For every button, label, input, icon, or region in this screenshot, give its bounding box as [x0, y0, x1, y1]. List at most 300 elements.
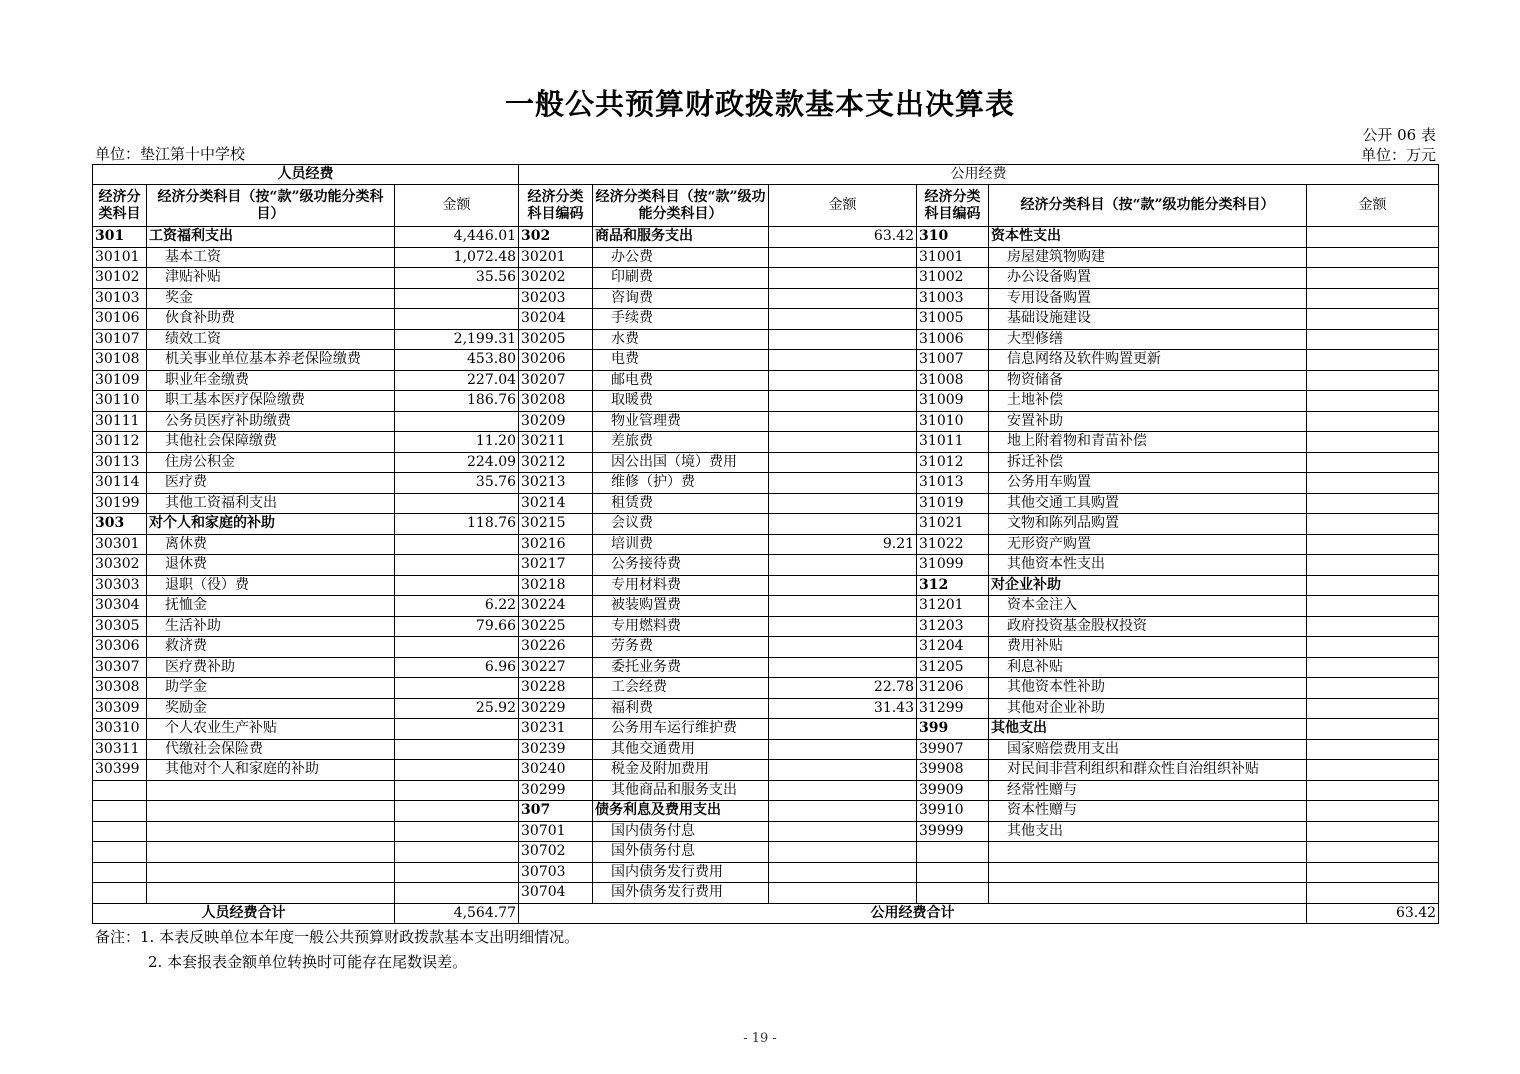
name-cell-c: 费用补贴	[989, 637, 1307, 658]
name-cell-a: 基本工资	[147, 247, 395, 268]
table-row	[93, 534, 1439, 555]
amount-cell-b	[769, 309, 917, 330]
name-cell-c: 其他支出	[989, 719, 1307, 740]
code-cell-c: 31021	[917, 514, 989, 535]
amount-cell-b	[769, 514, 917, 535]
name-cell-a: 津贴补贴	[147, 268, 395, 289]
code-cell-b: 30216	[519, 534, 593, 555]
amount-cell-a: 35.76	[395, 473, 519, 494]
code-cell-c: 310	[917, 227, 989, 248]
table-row	[93, 247, 1439, 268]
amount-cell-c	[1307, 534, 1439, 555]
amount-cell-b	[769, 657, 917, 678]
code-cell-a: 30309	[93, 698, 147, 719]
code-cell-c: 31205	[917, 657, 989, 678]
code-cell-c: 31003	[917, 288, 989, 309]
name-cell-c: 无形资产购置	[989, 534, 1307, 555]
name-cell-c: 对企业补助	[989, 575, 1307, 596]
name-cell-b: 培训费	[593, 534, 769, 555]
code-cell-a: 30102	[93, 268, 147, 289]
table-row	[93, 452, 1439, 473]
amount-cell-a	[395, 678, 519, 699]
amount-cell-b	[769, 350, 917, 371]
unit-name: 单位：垫江第十中学校	[95, 145, 246, 163]
personnel-total-label: 人员经费合计	[93, 903, 395, 924]
code-cell-b: 30702	[519, 842, 593, 863]
name-cell-a: 生活补助	[147, 616, 395, 637]
code-cell-b: 30209	[519, 411, 593, 432]
amount-cell-b: 63.42	[769, 227, 917, 248]
code-cell-b: 30203	[519, 288, 593, 309]
currency-unit: 单位：万元	[1360, 146, 1436, 164]
amount-cell-c	[1307, 329, 1439, 350]
amount-cell-b	[769, 739, 917, 760]
code-cell-c: 39999	[917, 821, 989, 842]
code-cell-a: 30310	[93, 719, 147, 740]
code-cell-c: 399	[917, 719, 989, 740]
code-cell-b: 30218	[519, 575, 593, 596]
amount-cell-a: 1,072.48	[395, 247, 519, 268]
code-cell-a: 30303	[93, 575, 147, 596]
amount-cell-a: 35.56	[395, 268, 519, 289]
name-cell-a: 其他社会保障缴费	[147, 432, 395, 453]
amount-cell-b	[769, 616, 917, 637]
amount-cell-a	[395, 862, 519, 883]
name-cell-b: 公务用车运行维护费	[593, 719, 769, 740]
name-cell-b: 其他商品和服务支出	[593, 780, 769, 801]
code-cell-a: 30110	[93, 391, 147, 412]
name-cell-b: 因公出国（境）费用	[593, 452, 769, 473]
amount-cell-b	[769, 473, 917, 494]
amount-cell-a	[395, 739, 519, 760]
code-cell-c	[917, 862, 989, 883]
amount-cell-a: 118.76	[395, 514, 519, 535]
table-row	[93, 288, 1439, 309]
name-cell-a: 工资福利支出	[147, 227, 395, 248]
name-cell-c	[989, 883, 1307, 904]
table-row	[93, 842, 1439, 863]
name-cell-c: 公务用车购置	[989, 473, 1307, 494]
section-public: 公用经费	[519, 165, 1439, 185]
code-cell-c: 31206	[917, 678, 989, 699]
code-cell-b: 30701	[519, 821, 593, 842]
code-cell-a: 30106	[93, 309, 147, 330]
name-cell-a: 其他对个人和家庭的补助	[147, 760, 395, 781]
name-cell-b: 工会经费	[593, 678, 769, 699]
name-cell-a: 退休费	[147, 555, 395, 576]
amount-cell-a	[395, 534, 519, 555]
code-cell-b: 30229	[519, 698, 593, 719]
name-cell-b: 国内债务发行费用	[593, 862, 769, 883]
amount-cell-b	[769, 329, 917, 350]
amount-cell-c	[1307, 821, 1439, 842]
section-personnel: 人员经费	[93, 165, 519, 185]
code-cell-b: 30208	[519, 391, 593, 412]
code-cell-b: 302	[519, 227, 593, 248]
amount-cell-a	[395, 411, 519, 432]
amount-cell-b	[769, 719, 917, 740]
name-cell-c: 办公设备购置	[989, 268, 1307, 289]
amount-cell-b	[769, 411, 917, 432]
name-cell-a: 退职（役）费	[147, 575, 395, 596]
name-cell-c: 信息网络及软件购置更新	[989, 350, 1307, 371]
amount-cell-c	[1307, 760, 1439, 781]
code-cell-b: 30703	[519, 862, 593, 883]
name-cell-b: 福利费	[593, 698, 769, 719]
name-cell-a: 其他工资福利支出	[147, 493, 395, 514]
code-cell-c: 312	[917, 575, 989, 596]
code-cell-b: 30226	[519, 637, 593, 658]
amount-cell-a: 224.09	[395, 452, 519, 473]
amount-cell-b	[769, 288, 917, 309]
amount-cell-c	[1307, 637, 1439, 658]
amount-cell-a	[395, 760, 519, 781]
name-cell-a: 医疗费补助	[147, 657, 395, 678]
code-cell-a	[93, 801, 147, 822]
header-code-b: 经济分类科目编码	[519, 185, 593, 227]
expenditure-table	[92, 164, 1439, 924]
code-cell-b: 30202	[519, 268, 593, 289]
amount-cell-a: 227.04	[395, 370, 519, 391]
name-cell-c: 其他对企业补助	[989, 698, 1307, 719]
name-cell-b: 公务接待费	[593, 555, 769, 576]
code-cell-c	[917, 842, 989, 863]
amount-cell-c	[1307, 493, 1439, 514]
name-cell-c: 经常性赠与	[989, 780, 1307, 801]
code-cell-c: 31006	[917, 329, 989, 350]
code-cell-c: 31001	[917, 247, 989, 268]
name-cell-c: 大型修缮	[989, 329, 1307, 350]
amount-cell-c	[1307, 288, 1439, 309]
totals-row	[93, 903, 1439, 924]
amount-cell-c	[1307, 596, 1439, 617]
amount-cell-c	[1307, 575, 1439, 596]
name-cell-a: 住房公积金	[147, 452, 395, 473]
amount-cell-a: 2,199.31	[395, 329, 519, 350]
name-cell-c: 其他支出	[989, 821, 1307, 842]
name-cell-b: 国外债务付息	[593, 842, 769, 863]
amount-cell-c	[1307, 411, 1439, 432]
name-cell-a: 助学金	[147, 678, 395, 699]
name-cell-c: 拆迁补偿	[989, 452, 1307, 473]
amount-cell-b: 22.78	[769, 678, 917, 699]
code-cell-c	[917, 883, 989, 904]
amount-cell-b	[769, 268, 917, 289]
code-cell-a: 30108	[93, 350, 147, 371]
table-row	[93, 862, 1439, 883]
name-cell-a: 公务员医疗补助缴费	[147, 411, 395, 432]
name-cell-b: 会议费	[593, 514, 769, 535]
amount-cell-a	[395, 719, 519, 740]
code-cell-c: 39910	[917, 801, 989, 822]
name-cell-c: 国家赔偿费用支出	[989, 739, 1307, 760]
amount-cell-a: 453.80	[395, 350, 519, 371]
name-cell-b: 国内债务付息	[593, 821, 769, 842]
amount-cell-b	[769, 883, 917, 904]
code-cell-c: 31019	[917, 493, 989, 514]
table-row	[93, 801, 1439, 822]
table-row	[93, 514, 1439, 535]
code-cell-a: 30306	[93, 637, 147, 658]
name-cell-a	[147, 780, 395, 801]
amount-cell-c	[1307, 657, 1439, 678]
code-cell-b: 30205	[519, 329, 593, 350]
name-cell-b: 办公费	[593, 247, 769, 268]
code-cell-a	[93, 883, 147, 904]
name-cell-a	[147, 862, 395, 883]
code-cell-a: 30113	[93, 452, 147, 473]
code-cell-a: 30399	[93, 760, 147, 781]
code-cell-b: 30299	[519, 780, 593, 801]
code-cell-b: 30240	[519, 760, 593, 781]
amount-cell-a	[395, 883, 519, 904]
name-cell-c: 对民间非营利组织和群众性自治组织补贴	[989, 760, 1307, 781]
code-cell-a: 30311	[93, 739, 147, 760]
code-cell-c: 31022	[917, 534, 989, 555]
code-cell-b: 30212	[519, 452, 593, 473]
code-cell-c: 31007	[917, 350, 989, 371]
amount-cell-c	[1307, 227, 1439, 248]
code-cell-a: 303	[93, 514, 147, 535]
name-cell-b: 印刷费	[593, 268, 769, 289]
amount-cell-a	[395, 555, 519, 576]
name-cell-b: 维修（护）费	[593, 473, 769, 494]
code-cell-b: 307	[519, 801, 593, 822]
amount-cell-c	[1307, 432, 1439, 453]
amount-cell-c	[1307, 842, 1439, 863]
personnel-total-amount: 4,564.77	[395, 903, 519, 924]
amount-cell-c	[1307, 862, 1439, 883]
table-row	[93, 432, 1439, 453]
name-cell-a: 抚恤金	[147, 596, 395, 617]
header-name-c: 经济分类科目（按“款”级功能分类科目）	[989, 185, 1307, 227]
code-cell-a	[93, 862, 147, 883]
name-cell-b: 国外债务发行费用	[593, 883, 769, 904]
amount-cell-c	[1307, 247, 1439, 268]
table-row	[93, 370, 1439, 391]
name-cell-c: 资本性赠与	[989, 801, 1307, 822]
name-cell-a: 对个人和家庭的补助	[147, 514, 395, 535]
name-cell-b: 专用燃料费	[593, 616, 769, 637]
public-total-amount: 63.42	[1307, 903, 1439, 924]
amount-cell-a: 6.22	[395, 596, 519, 617]
code-cell-c: 31002	[917, 268, 989, 289]
amount-cell-c	[1307, 739, 1439, 760]
amount-cell-b	[769, 801, 917, 822]
code-cell-c: 31299	[917, 698, 989, 719]
form-number: 公开 06 表	[1362, 126, 1436, 144]
table-row	[93, 391, 1439, 412]
name-cell-b: 专用材料费	[593, 575, 769, 596]
name-cell-b: 电费	[593, 350, 769, 371]
name-cell-a	[147, 883, 395, 904]
code-cell-b: 30224	[519, 596, 593, 617]
name-cell-a: 奖励金	[147, 698, 395, 719]
table-row	[93, 719, 1439, 740]
amount-cell-b	[769, 596, 917, 617]
table-row	[93, 739, 1439, 760]
code-cell-a	[93, 842, 147, 863]
amount-cell-a: 11.20	[395, 432, 519, 453]
code-cell-b: 30239	[519, 739, 593, 760]
amount-cell-a	[395, 801, 519, 822]
amount-cell-b	[769, 760, 917, 781]
name-cell-c: 利息补贴	[989, 657, 1307, 678]
name-cell-a	[147, 842, 395, 863]
amount-cell-a: 186.76	[395, 391, 519, 412]
amount-cell-c	[1307, 678, 1439, 699]
name-cell-a: 代缴社会保险费	[147, 739, 395, 760]
amount-cell-a	[395, 637, 519, 658]
amount-cell-c	[1307, 883, 1439, 904]
code-cell-c: 31203	[917, 616, 989, 637]
name-cell-c: 其他资本性支出	[989, 555, 1307, 576]
code-cell-a: 30111	[93, 411, 147, 432]
table-row	[93, 227, 1439, 248]
table-row	[93, 411, 1439, 432]
table-row	[93, 678, 1439, 699]
amount-cell-c	[1307, 801, 1439, 822]
table-row	[93, 698, 1439, 719]
code-cell-a: 30305	[93, 616, 147, 637]
name-cell-c: 专用设备购置	[989, 288, 1307, 309]
name-cell-c	[989, 862, 1307, 883]
table-row	[93, 473, 1439, 494]
name-cell-c: 政府投资基金股权投资	[989, 616, 1307, 637]
name-cell-c: 房屋建筑物购建	[989, 247, 1307, 268]
name-cell-c: 安置补助	[989, 411, 1307, 432]
name-cell-b: 取暖费	[593, 391, 769, 412]
header-name-a: 经济分类科目（按“款”级功能分类科目）	[147, 185, 395, 227]
code-cell-c: 39908	[917, 760, 989, 781]
name-cell-b: 被装购置费	[593, 596, 769, 617]
code-cell-a	[93, 821, 147, 842]
name-cell-a: 职工基本医疗保险缴费	[147, 391, 395, 412]
name-cell-a: 奖金	[147, 288, 395, 309]
table-row	[93, 268, 1439, 289]
name-cell-c: 资本性支出	[989, 227, 1307, 248]
name-cell-a: 医疗费	[147, 473, 395, 494]
name-cell-c: 文物和陈列品购置	[989, 514, 1307, 535]
table-row	[93, 575, 1439, 596]
code-cell-b: 30214	[519, 493, 593, 514]
name-cell-b: 委托业务费	[593, 657, 769, 678]
table-row	[93, 637, 1439, 658]
name-cell-b: 税金及附加费用	[593, 760, 769, 781]
amount-cell-b	[769, 432, 917, 453]
code-cell-a: 30302	[93, 555, 147, 576]
name-cell-b: 手续费	[593, 309, 769, 330]
code-cell-a: 30109	[93, 370, 147, 391]
table-row	[93, 657, 1439, 678]
code-cell-a: 30301	[93, 534, 147, 555]
column-header-row	[93, 185, 1439, 227]
code-cell-c: 31009	[917, 391, 989, 412]
header-name-b: 经济分类科目（按“款”级功能分类科目）	[593, 185, 769, 227]
amount-cell-a	[395, 493, 519, 514]
code-cell-c: 31010	[917, 411, 989, 432]
code-cell-b: 30201	[519, 247, 593, 268]
amount-cell-a	[395, 288, 519, 309]
code-cell-b: 30231	[519, 719, 593, 740]
amount-cell-b	[769, 862, 917, 883]
amount-cell-a: 79.66	[395, 616, 519, 637]
code-cell-a: 30107	[93, 329, 147, 350]
table-row	[93, 555, 1439, 576]
name-cell-b: 差旅费	[593, 432, 769, 453]
amount-cell-c	[1307, 473, 1439, 494]
amount-cell-a	[395, 842, 519, 863]
amount-cell-b: 9.21	[769, 534, 917, 555]
name-cell-b: 租赁费	[593, 493, 769, 514]
header-code-c: 经济分类科目编码	[917, 185, 989, 227]
amount-cell-c	[1307, 616, 1439, 637]
amount-cell-b	[769, 637, 917, 658]
name-cell-a: 救济费	[147, 637, 395, 658]
table-row	[93, 780, 1439, 801]
name-cell-b: 物业管理费	[593, 411, 769, 432]
code-cell-b: 30228	[519, 678, 593, 699]
amount-cell-b	[769, 842, 917, 863]
page-title: 一般公共预算财政拨款基本支出决算表	[504, 87, 1015, 121]
code-cell-b: 30204	[519, 309, 593, 330]
amount-cell-c	[1307, 268, 1439, 289]
name-cell-c	[989, 842, 1307, 863]
code-cell-b: 30213	[519, 473, 593, 494]
code-cell-a: 30304	[93, 596, 147, 617]
code-cell-c: 31008	[917, 370, 989, 391]
code-cell-c: 31201	[917, 596, 989, 617]
name-cell-a: 职业年金缴费	[147, 370, 395, 391]
amount-cell-a: 25.92	[395, 698, 519, 719]
name-cell-b: 劳务费	[593, 637, 769, 658]
code-cell-b: 30206	[519, 350, 593, 371]
header-amount-a: 金额	[395, 185, 519, 227]
section-header-row	[93, 165, 1439, 185]
table-row	[93, 350, 1439, 371]
public-total-label: 公用经费合计	[519, 903, 1307, 924]
name-cell-a: 离休费	[147, 534, 395, 555]
amount-cell-b	[769, 575, 917, 596]
code-cell-a: 30114	[93, 473, 147, 494]
header-code-a: 经济分类科目	[93, 185, 147, 227]
code-cell-b: 30215	[519, 514, 593, 535]
amount-cell-b	[769, 493, 917, 514]
name-cell-a: 伙食补助费	[147, 309, 395, 330]
table-row	[93, 821, 1439, 842]
code-cell-c: 31011	[917, 432, 989, 453]
code-cell-a: 30307	[93, 657, 147, 678]
table-row	[93, 596, 1439, 617]
code-cell-b: 30225	[519, 616, 593, 637]
code-cell-a: 30308	[93, 678, 147, 699]
header-amount-c: 金额	[1307, 185, 1439, 227]
code-cell-c: 31012	[917, 452, 989, 473]
note-1: 备注：1. 本表反映单位本年度一般公共预算财政拨款基本支出明细情况。	[95, 928, 580, 946]
table-row	[93, 309, 1439, 330]
table-row	[93, 760, 1439, 781]
name-cell-c: 物资储备	[989, 370, 1307, 391]
amount-cell-c	[1307, 391, 1439, 412]
code-cell-c: 39907	[917, 739, 989, 760]
code-cell-c: 31013	[917, 473, 989, 494]
code-cell-a: 30101	[93, 247, 147, 268]
amount-cell-a: 4,446.01	[395, 227, 519, 248]
amount-cell-c	[1307, 555, 1439, 576]
page-number: - 19 -	[743, 1031, 777, 1046]
code-cell-c: 31204	[917, 637, 989, 658]
amount-cell-b	[769, 247, 917, 268]
